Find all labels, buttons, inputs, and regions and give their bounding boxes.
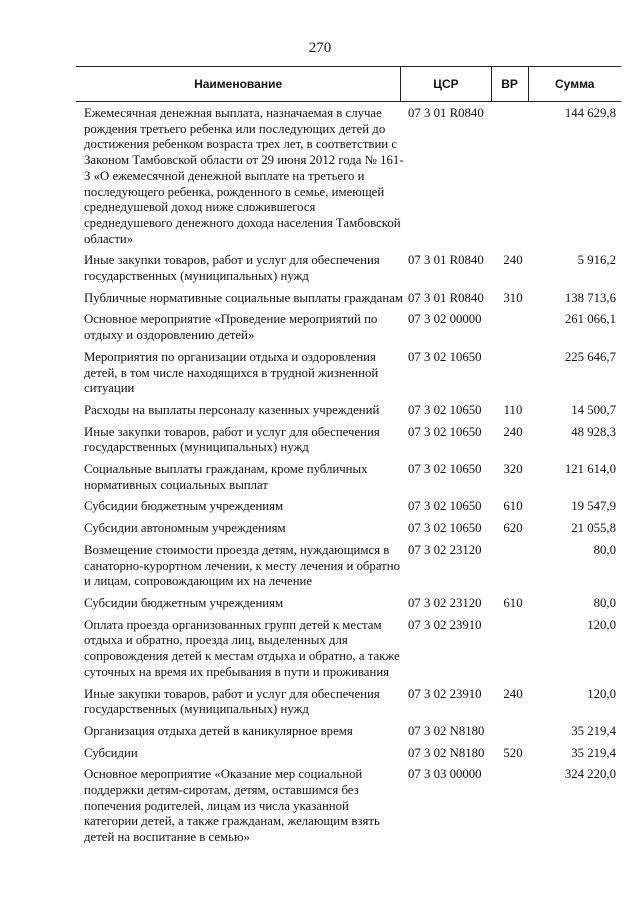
row-sum: 35 219,4 [571, 745, 616, 760]
row-vr: 240 [503, 686, 523, 701]
row-sum: 120,0 [587, 686, 616, 701]
table-row [84, 253, 616, 284]
page-number: 270 [308, 40, 332, 56]
row-vr: 520 [503, 745, 523, 760]
row-name: Ежемесячная денежная выплата, назначаемая в случае рождения третьего ребенка или последующих детей до достижения ребенком возраста трех лет, в соответствии с Законом Тамбовской области от 29 июня 2012 года № 161-З «О ежемесячной денежной выплате на третьего и последующего ребенка, рожденного в семье, имеющей среднедушевой доход ниже сложившегося среднедушевого денежного дохода населения Тамбовской области» [84, 106, 404, 246]
row-name: Иные закупки товаров, работ и услуг для обеспечения государственных (муниципальных) нужд [84, 424, 380, 455]
row-csr: 07 3 02 10650 [408, 424, 482, 439]
row-name: Субсидии бюджетным учреждениям [84, 595, 284, 610]
row-csr: 07 3 02 23910 [408, 617, 482, 632]
table-row [84, 350, 616, 397]
row-name: Основное мероприятие «Оказание мер социальной поддержки детям-сиротам, детям, оставшимся без попечения родителей, лицам из числа указанной категории детей, а также гражданам, желающим взять детей на воспитание в семью» [84, 767, 380, 845]
row-sum: 35 219,4 [571, 723, 616, 738]
table-row [84, 521, 616, 537]
row-name: Иные закупки товаров, работ и услуг для обеспечения государственных (муниципальных) нужд [84, 253, 380, 284]
column-header-sum: Сумма [528, 67, 621, 101]
row-name: Социальные выплаты гражданам, кроме публичных нормативных социальных выплат [84, 462, 368, 492]
table-row [84, 499, 616, 515]
row-name: Возмещение стоимости проезда детям, нуждающимся в санаторно-курортном лечении, к месту лечения и обратно и лицам, сопровождающим их на лечение [84, 542, 401, 589]
row-csr: 07 3 03 00000 [408, 767, 482, 782]
row-name: Мероприятия по организации отдыха и оздоровления детей, в том числе находящихся в трудной жизненной ситуации [84, 349, 379, 396]
row-vr: 620 [503, 521, 523, 536]
row-name: Субсидии [84, 745, 138, 760]
row-sum: 144 629,8 [564, 106, 616, 120]
table-row [84, 596, 616, 612]
table-row [84, 746, 616, 762]
row-name: Организация отдыха детей в каникулярное время [84, 723, 353, 738]
table-row [84, 291, 616, 307]
row-sum: 261 066,1 [564, 312, 616, 327]
row-csr: 07 3 02 10650 [408, 499, 482, 514]
row-csr: 07 3 02 10650 [408, 462, 482, 477]
row-vr: 610 [503, 595, 523, 610]
table-row [84, 767, 616, 846]
table-row [84, 618, 616, 681]
row-sum: 138 713,6 [564, 290, 616, 305]
row-sum: 5 916,2 [577, 253, 616, 268]
column-header-vr: ВР [491, 67, 528, 101]
row-csr: 07 3 02 10650 [408, 521, 482, 536]
row-sum: 80,0 [593, 542, 616, 557]
table-row [84, 106, 616, 247]
row-sum: 19 547,9 [571, 499, 616, 514]
column-header-csr: ЦСР [400, 67, 491, 101]
row-csr: 07 3 01 R0840 [408, 253, 484, 268]
column-header-name: Наименование [194, 77, 283, 91]
row-name: Субсидии бюджетным учреждениям [84, 499, 284, 514]
row-sum: 324 220,0 [564, 767, 616, 782]
table-row [84, 543, 616, 590]
row-csr: 07 3 02 10650 [408, 349, 482, 364]
row-name: Расходы на выплаты персоналу казенных учреждений [84, 402, 380, 417]
table-row [84, 403, 616, 419]
table-row [84, 462, 616, 493]
table-row [84, 724, 616, 740]
row-csr: 07 3 02 N8180 [408, 745, 485, 760]
row-csr: 07 3 01 R0840 [408, 106, 484, 120]
row-sum: 14 500,7 [571, 402, 616, 417]
table-row [84, 687, 616, 718]
row-name: Субсидии автономным учреждениям [84, 521, 286, 536]
table-header [76, 66, 621, 102]
row-sum: 21 055,8 [571, 521, 616, 536]
row-csr: 07 3 02 23120 [408, 542, 482, 557]
row-name: Иные закупки товаров, работ и услуг для обеспечения государственных (муниципальных) нужд [84, 686, 380, 717]
row-sum: 120,0 [587, 617, 616, 632]
row-csr: 07 3 02 23910 [408, 686, 482, 701]
row-vr: 310 [503, 290, 523, 305]
row-csr: 07 3 02 00000 [408, 312, 482, 327]
row-vr: 240 [503, 253, 523, 268]
row-name: Публичные нормативные социальные выплаты гражданам [84, 290, 403, 305]
row-csr: 07 3 01 R0840 [408, 290, 484, 305]
table-row [84, 312, 616, 343]
row-sum: 48 928,3 [571, 424, 616, 439]
row-vr: 610 [503, 499, 523, 514]
table-row [84, 425, 616, 456]
row-vr: 320 [503, 462, 523, 477]
row-sum: 80,0 [593, 595, 616, 610]
row-csr: 07 3 02 10650 [408, 402, 482, 417]
row-vr: 240 [503, 424, 523, 439]
row-sum: 225 646,7 [564, 349, 616, 364]
row-vr: 110 [503, 402, 523, 417]
table-body [84, 106, 616, 852]
row-name: Основное мероприятие «Проведение мероприятий по отдыху и оздоровлению детей» [84, 312, 378, 343]
row-name: Оплата проезда организованных групп детей к местам отдыха и обратно, проезда лиц, выделенных для сопровождения детей к местам отдыха и обратно, а также суточных на время их пребывания в пути и проживания [84, 617, 400, 679]
row-sum: 121 614,0 [564, 462, 616, 477]
row-csr: 07 3 02 23120 [408, 595, 482, 610]
row-csr: 07 3 02 N8180 [408, 723, 485, 738]
